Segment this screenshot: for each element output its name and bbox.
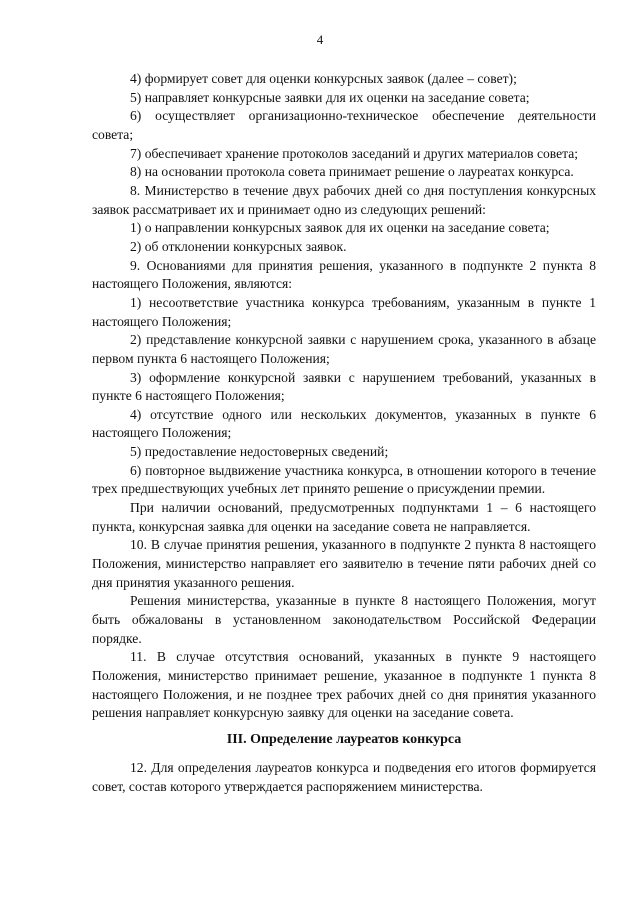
clause-10-appeal: Решения министерства, указанные в пункте 8 настоящего Положения, могут быть обжалованы в установленном законодательством Российской Федерации порядке. [92, 593, 596, 646]
clause-8: 8. Министерство в течение двух рабочих дней со дня поступления конкурсных заявок рассматривает их и принимает одно из следующих решений: [92, 182, 596, 217]
section-heading: III. Определение лауреатов конкурса [226, 731, 462, 747]
clause-12: 12. Для определения лауреатов конкурса и подведения его итогов формируется совет, состав которого утверждается распоряжением министерства. [92, 759, 596, 794]
document-body [92, 70, 596, 796]
clause-9-note: При наличии оснований, предусмотренных подпунктами 1 – 6 настоящего пункта, конкурсная заявка для оценки на заседание совета не направляется. [92, 500, 596, 534]
clause-9-item-1: 1) несоответствие участника конкурса требованиям, указанным в пункте 1 настоящего Положения; [92, 294, 596, 329]
clause-8-item-2: 2) об отклонении конкурсных заявок. [130, 238, 347, 254]
clause-8-item-1: 1) о направлении конкурсных заявок для их оценки на заседание совета; [130, 220, 550, 236]
clause-9-item-6: 6) повторное выдвижение участника конкурса, в отношении которого в течение трех предшествующих учебных лет принято решение о присуждении премии. [92, 462, 596, 497]
clause-9: 9. Основаниями для принятия решения, указанного в подпункте 2 пункта 8 настоящего Положения, являются: [92, 257, 596, 292]
list-item-7-store-protocols: 7) обеспечивает хранение протоколов заседаний и других материалов совета; [130, 145, 579, 161]
list-item-6-organizational-support: 6) осуществляет организационно-техническое обеспечение деятельности совета; [92, 108, 596, 142]
page-number: 4 [316, 32, 324, 47]
list-item-5-send-applications: 5) направляет конкурсные заявки для их оценки на заседание совета; [130, 89, 530, 105]
clause-10: 10. В случае принятия решения, указанного в подпункте 2 пункта 8 настоящего Положения, министерство направляет его заявителю в течение пяти рабочих дней со дня принятия указанного решения. [92, 537, 596, 590]
clause-9-item-2: 2) представление конкурсной заявки с нарушением срока, указанного в абзаце первом пункта 6 настоящего Положения; [92, 332, 596, 366]
clause-9-item-5: 5) предоставление недостоверных сведений; [130, 444, 389, 460]
list-item-8-decide-laureates: 8) на основании протокола совета принимает решение о лауреатах конкурса. [130, 164, 574, 180]
list-item-4-form-council: 4) формирует совет для оценки конкурсных заявок (далее – совет); [130, 71, 517, 86]
clause-9-item-3: 3) оформление конкурсной заявки с нарушением требований, указанных в пункте 6 настоящего Положения; [92, 369, 596, 404]
clause-11: 11. В случае отсутствия оснований, указанных в пункте 9 настоящего Положения, министерство принимает решение, указанное в подпункте 1 пункта 8 настоящего Положения, и не позднее трех рабочих дней со дня принятия указанного решения направляет конкурсную заявку для оценки на заседание совета. [92, 649, 596, 721]
clause-9-item-4: 4) отсутствие одного или нескольких документов, указанных в пункте 6 настоящего Положения; [92, 406, 596, 441]
